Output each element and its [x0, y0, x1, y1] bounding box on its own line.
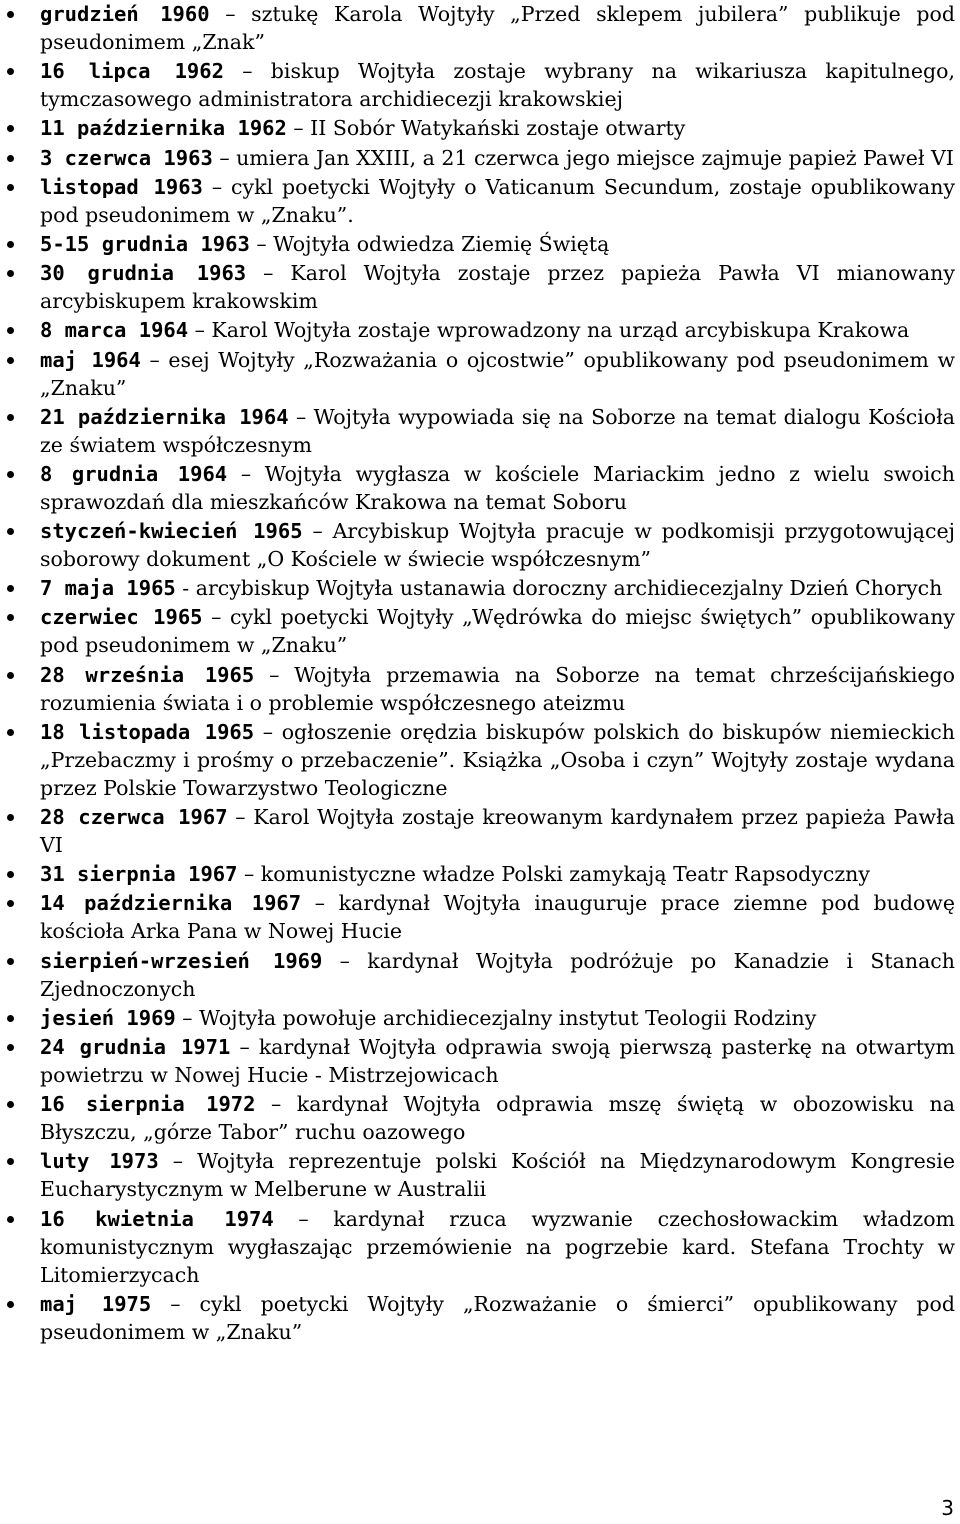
timeline-entry	[40, 316, 955, 344]
entry-text: Wojtyła powołuje archidiecezjalny instytut Teologii Rodziny	[192, 1005, 817, 1030]
entry-separator: –	[254, 662, 280, 687]
entry-text: umiera Jan XXIII, a 21 czerwca jego miejsce zajmuje papież Paweł VI	[229, 145, 954, 170]
timeline-entry	[40, 144, 955, 172]
entry-date: czerwiec 1965	[40, 605, 203, 630]
entry-date: 28 września 1965	[40, 662, 255, 687]
timeline-entry	[40, 661, 955, 717]
entry-separator: –	[227, 461, 252, 486]
entry-separator: –	[237, 862, 255, 887]
timeline-entry	[40, 460, 955, 516]
page-number: 3	[941, 1496, 954, 1520]
entry-text: kardynał Wojtyła odprawia swoją pierwszą pasterkę na otwartym powietrzu w Nowej Hucie - Mistrzejowicach	[40, 1034, 955, 1087]
entry-date: listopad 1963	[40, 174, 203, 199]
entry-separator: –	[255, 1092, 282, 1117]
entry-separator: –	[202, 174, 223, 199]
entry-text: kardynał Wojtyła podróżuje po Kanadzie i Stanach Zjednoczonych	[40, 948, 955, 1001]
entry-text: - arcybiskup Wojtyła ustanawia doroczny archidiecezjalny Dzień Chorych	[175, 576, 943, 601]
timeline-entry	[40, 1290, 955, 1346]
bullet-icon	[7, 241, 14, 248]
timeline-entry	[40, 230, 955, 258]
timeline-entry	[40, 403, 955, 459]
timeline-entry	[40, 173, 955, 229]
entry-date: 24 grudnia 1971	[40, 1034, 231, 1059]
entry-separator: –	[223, 59, 253, 84]
entry-text: ogłoszenie orędzia biskupów polskich do biskupów niemieckich „Przebaczmy i prośmy o przebaczenie”. Książka „Osoba i czyn” Wojtyły zostaje wydana przez Polskie Towarzystwo Teologiczne	[40, 719, 955, 800]
entry-text: komunistyczne władze Polski zamykają Teatr Rapsodyczny	[254, 862, 870, 887]
entry-date: grudzień 1960	[40, 2, 210, 26]
bullet-icon	[7, 871, 14, 878]
entry-date: 18 listopada 1965	[40, 719, 255, 744]
bullet-icon	[7, 68, 14, 75]
entry-text: sztukę Karola Wojtyły „Przed sklepem jubilera” publikuje pod pseudonimem „Znak”	[40, 2, 955, 54]
timeline-entry	[40, 574, 955, 602]
bullet-icon	[7, 1216, 14, 1223]
entry-date: 11 października 1962	[40, 116, 287, 141]
entry-date: 16 sierpnia 1972	[40, 1092, 256, 1117]
timeline-entry	[40, 889, 955, 945]
bullet-icon	[7, 327, 14, 334]
bullet-icon	[7, 1015, 14, 1022]
timeline-entry	[40, 346, 955, 402]
timeline-entry	[40, 718, 955, 802]
bullet-icon	[7, 614, 14, 621]
entry-separator: –	[273, 1206, 309, 1231]
entry-text: Wojtyła wypowiada się na Soborze na temat dialogu Kościoła ze światem współczesnym	[40, 404, 955, 457]
entry-text: cykl poetycki Wojtyły „Wędrówka do miejsc świętych” opublikowany pod pseudonimem w „Znaku”	[40, 605, 955, 658]
bullet-icon	[7, 1158, 14, 1165]
bullet-icon	[7, 900, 14, 907]
entry-separator: –	[209, 2, 236, 26]
entry-date: 31 sierpnia 1967	[40, 862, 238, 887]
entry-text: Wojtyła wygłasza w kościele Mariackim jedno z wielu swoich sprawozdań dla mieszkańców Krakowa na temat Soboru	[40, 461, 955, 514]
entry-text: kardynał Wojtyła inauguruje prace ziemne pod budowę kościoła Arka Pana w Nowej Hucie	[40, 891, 955, 944]
bullet-icon	[7, 958, 14, 965]
bullet-icon	[7, 814, 14, 821]
entry-separator: –	[202, 605, 222, 630]
timeline-entry	[40, 1004, 955, 1032]
entry-date: 8 grudnia 1964	[40, 461, 228, 486]
entry-text: II Sobór Watykański zostaje otwarty	[303, 116, 686, 141]
entry-text: kardynał rzuca wyzwanie czechosłowackim władzom komunistycznym wygłaszając przemówienie na pogrzebie kard. Stefana Trochty w Litomierzycach	[40, 1206, 955, 1287]
timeline-list	[40, 0, 955, 1347]
entry-separator: –	[212, 145, 230, 170]
entry-text: esej Wojtyły „Rozważania o ojcostwie” opublikowany pod pseudonimem w „Znaku”	[40, 347, 955, 400]
entry-separator: –	[246, 261, 274, 286]
entry-date: 16 kwietnia 1974	[40, 1206, 274, 1231]
entry-date: 5-15 grudnia 1963	[40, 231, 250, 256]
entry-text: Karol Wojtyła zostaje przez papieża Pawła VI mianowany arcybiskupem krakowskim	[40, 261, 955, 314]
entry-text: Wojtyła odwiedza Ziemię Świętą	[266, 231, 610, 256]
entry-separator: –	[175, 1005, 193, 1030]
entry-date: luty 1973	[40, 1149, 159, 1174]
entry-text: cykl poetycki Wojtyły „Rozważanie o śmierci” opublikowany pod pseudonimem w „Znaku”	[40, 1291, 955, 1344]
entry-separator: –	[158, 1149, 184, 1174]
timeline-entry	[40, 860, 955, 888]
bullet-icon	[7, 11, 14, 18]
entry-date: jesień 1969	[40, 1005, 176, 1030]
entry-date: 21 października 1964	[40, 404, 289, 429]
timeline-entry	[40, 1147, 955, 1203]
entry-text: cykl poetycki Wojtyły o Vaticanum Secundum, zostaje opublikowany pod pseudonimem w „Znaku”.	[40, 174, 955, 227]
entry-separator: –	[230, 1034, 250, 1059]
entry-date: 3 czerwca 1963	[40, 145, 213, 170]
entry-date: sierpień-wrzesień 1969	[40, 948, 323, 973]
timeline-entry	[40, 0, 955, 56]
timeline-entry	[40, 1205, 955, 1289]
bullet-icon	[7, 729, 14, 736]
entry-separator: –	[302, 519, 323, 544]
timeline-entry	[40, 114, 955, 142]
entry-text: Arcybiskup Wojtyła pracuje w podkomisji przygotowującej soborowy dokument „O Kościele w świecie współczesnym”	[40, 519, 955, 572]
entry-date: 14 października 1967	[40, 891, 302, 916]
entry-separator: –	[188, 318, 205, 343]
bullet-icon	[7, 125, 14, 132]
entry-date: 8 marca 1964	[40, 318, 189, 343]
entry-date: 28 czerwca 1967	[40, 805, 228, 829]
entry-separator: –	[322, 948, 350, 973]
entry-separator: –	[254, 719, 274, 744]
entry-date: 30 grudnia 1963	[40, 261, 247, 286]
timeline-entry	[40, 517, 955, 573]
bullet-icon	[7, 1101, 14, 1108]
bullet-icon	[7, 528, 14, 535]
entry-text: Wojtyła przemawia na Soborze na temat chrześcijańskiego rozumienia świata i o problemie współczesnego ateizmu	[40, 662, 955, 715]
timeline-entry	[40, 947, 955, 1003]
entry-date: 16 lipca 1962	[40, 59, 224, 84]
entry-text: Karol Wojtyła zostaje wprowadzony na urząd arcybiskupa Krakowa	[204, 318, 910, 343]
entry-separator: –	[140, 347, 160, 372]
entry-separator: –	[227, 805, 246, 829]
bullet-icon	[7, 155, 14, 162]
entry-separator: –	[288, 404, 307, 429]
timeline-entry	[40, 259, 955, 315]
entry-separator: –	[249, 231, 267, 256]
bullet-icon	[7, 184, 14, 191]
entry-separator: –	[286, 116, 304, 141]
bullet-icon	[7, 414, 14, 421]
bullet-icon	[7, 1044, 14, 1051]
bullet-icon	[7, 1301, 14, 1308]
bullet-icon	[7, 357, 14, 364]
timeline-entry	[40, 803, 955, 859]
bullet-icon	[7, 585, 14, 592]
entry-text: Wojtyła reprezentuje polski Kościół na Międzynarodowym Kongresie Eucharystycznym w Melberune w Australii	[40, 1149, 955, 1202]
entry-text: kardynał Wojtyła odprawia mszę świętą w obozowisku na Błyszczu, „górze Tabor” ruchu oazowego	[40, 1092, 955, 1145]
timeline-entry	[40, 603, 955, 659]
entry-text: Karol Wojtyła zostaje kreowanym kardynałem przez papieża Pawła VI	[40, 805, 955, 857]
entry-separator: –	[301, 891, 326, 916]
entry-date: 7 maja 1965	[40, 576, 176, 601]
entry-date: maj 1964	[40, 347, 141, 372]
timeline-entry	[40, 1090, 955, 1146]
entry-text: biskup Wojtyła zostaje wybrany na wikariusza kapitulnego, tymczasowego administratora archidiecezji krakowskiej	[40, 59, 955, 112]
entry-separator: –	[151, 1291, 181, 1316]
entry-date: styczeń-kwiecień 1965	[40, 519, 303, 544]
timeline-entry	[40, 57, 955, 113]
bullet-icon	[7, 471, 14, 478]
bullet-icon	[7, 672, 14, 679]
timeline-entry	[40, 1033, 955, 1089]
entry-date: maj 1975	[40, 1291, 152, 1316]
bullet-icon	[7, 270, 14, 277]
